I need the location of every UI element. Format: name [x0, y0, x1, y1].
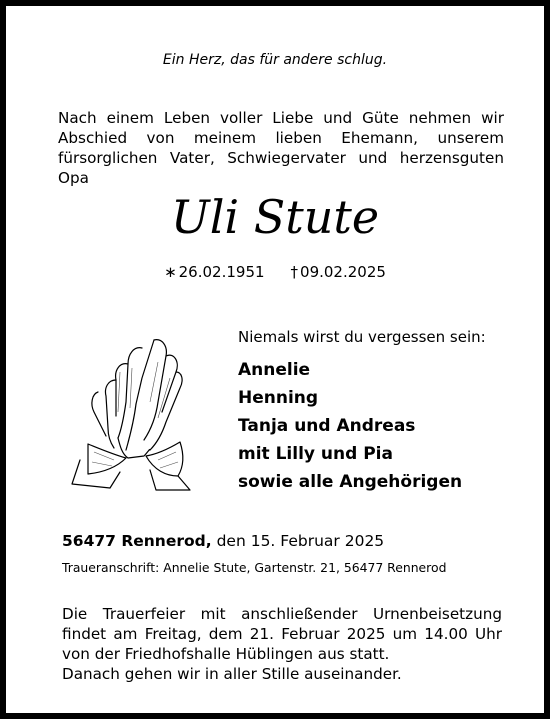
remembrance-line: Niemals wirst du vergessen sein:: [238, 328, 486, 346]
motto: Ein Herz, das für andere schlug.: [162, 52, 388, 68]
ceremony-line: findet am Freitag, dem 21. Februar 2025 um 14.00 Uhr: [62, 625, 502, 643]
ceremony-line: Die Trauerfeier mit anschließender Urnenbeisetzung: [62, 605, 502, 623]
death-cross-icon: †: [290, 263, 299, 281]
deceased-name: Uli Stute: [170, 190, 380, 244]
intro-text: Nach einem Leben voller Liebe und Güte nehmen wir Abschied von meinem lieben Ehemann, unserem fürsorglichen Vater, Schwiegervater und herzensguten Opa: [58, 109, 504, 187]
ceremony-line: Danach gehen wir in aller Stille auseinander.: [62, 665, 402, 683]
mourner-name: Tanja und Andreas: [238, 416, 416, 436]
death-date: [291, 263, 386, 281]
ceremony-text: [62, 604, 502, 684]
place-city: 56477 Rennerod,: [62, 532, 212, 550]
birth-star-icon: ∗: [164, 263, 177, 281]
place-date: den 15. Februar 2025: [216, 532, 385, 550]
mourning-address: Traueranschrift: Annelie Stute, Gartenstr. 21, 56477 Rennerod: [62, 560, 447, 575]
mourner-name: Annelie: [238, 360, 311, 380]
birth-date: [164, 263, 264, 281]
praying-hands-icon: [58, 332, 208, 492]
place-and-date: [62, 532, 384, 550]
life-dates: [6, 263, 544, 281]
mourner-name: mit Lilly und Pia: [238, 444, 393, 464]
ceremony-line: von der Friedhofshalle Hüblingen aus statt.: [62, 645, 390, 663]
mourners-list: [238, 356, 462, 496]
death-date-value: 09.02.2025: [300, 263, 386, 281]
birth-date-value: 26.02.1951: [178, 263, 265, 281]
mourner-name: sowie alle Angehörigen: [238, 472, 463, 492]
mourner-name: Henning: [238, 388, 319, 408]
